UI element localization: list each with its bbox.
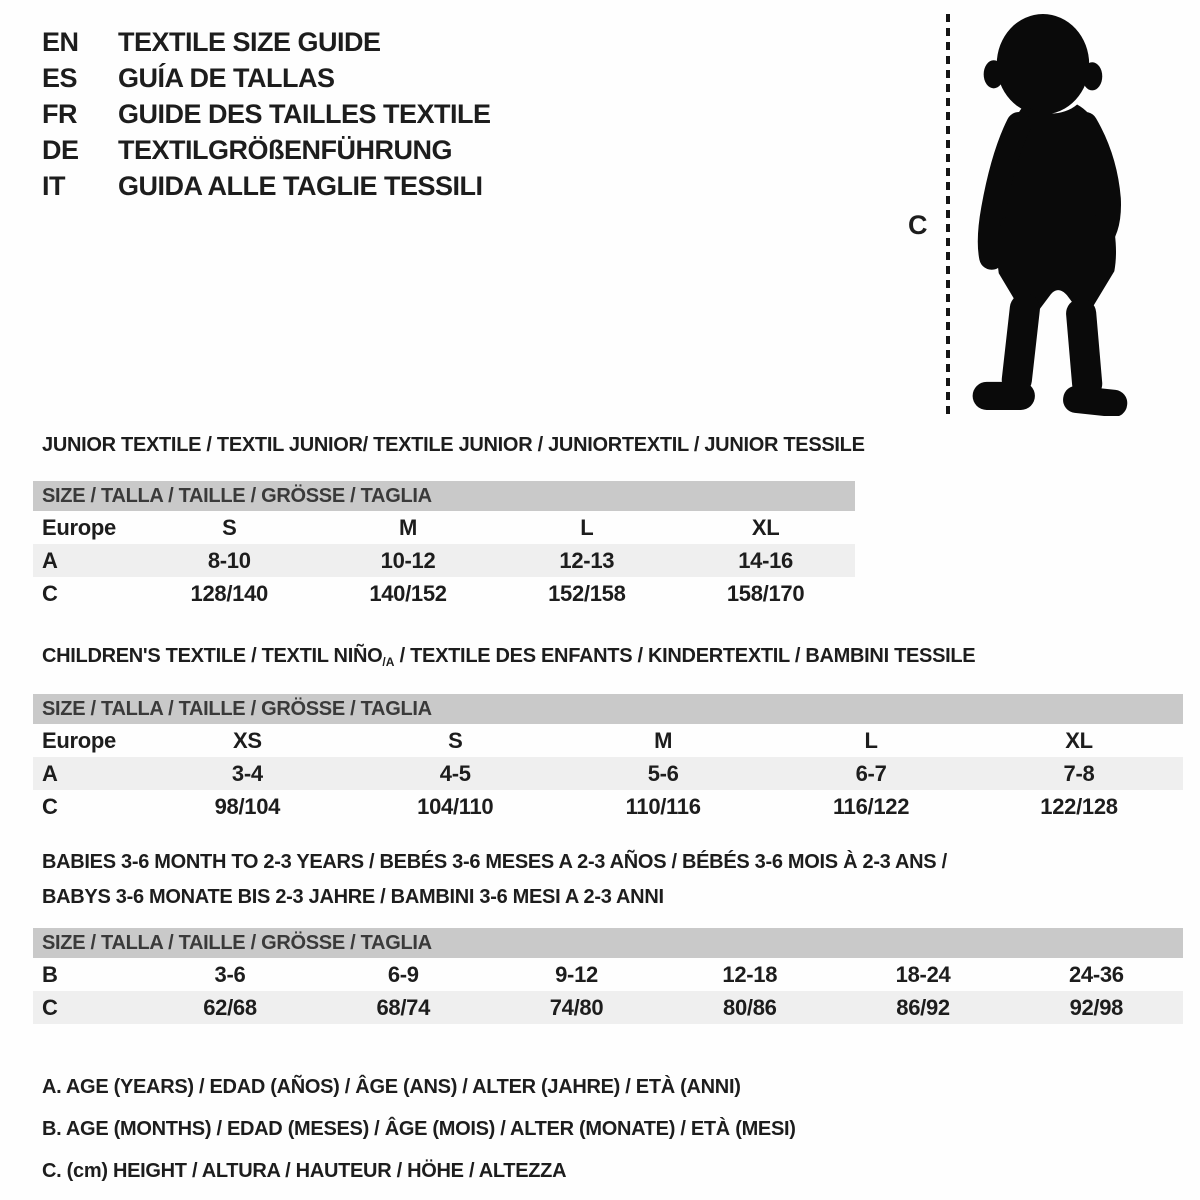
cell-value: 5-6 [559,757,767,790]
cell-value: 6-9 [387,961,419,987]
language-code: IT [42,170,65,201]
babies-textile-section [33,845,1183,1024]
height-measure-dashed-line [946,14,950,416]
row-label: C [33,991,143,1024]
row-label: A [33,544,140,577]
junior-textile-section [33,434,865,610]
column-header: L [864,727,878,753]
cell-value: 98/104 [214,793,281,819]
language-code: EN [42,26,79,57]
column-header: M [399,514,418,540]
guide-title-en: TEXTILE SIZE GUIDE [118,26,381,57]
cell-value: 110/116 [625,793,701,819]
column-header: XL [1065,727,1093,753]
junior-size-table [33,511,855,610]
babies-size-header-bar: SIZE / TALLA / TAILLE / GRÖSSE / TAGLIA [33,928,1183,958]
cell-value: 14-16 [676,544,855,577]
language-code: ES [42,62,78,93]
cell-value: 140/152 [369,580,447,606]
guide-title-fr: GUIDE DES TAILLES TEXTILE [118,98,491,129]
cell-value: 86/92 [836,991,1009,1024]
cell-value: 12-13 [497,544,676,577]
language-code: FR [42,98,77,129]
children-header-row [33,724,1183,757]
cell-value: 3-6 [214,961,246,987]
children-title-text: / TEXTILE DES ENFANTS / KINDERTEXTIL / BAMBINI TESSILE [394,645,976,667]
guide-title-es: GUÍA DE TALLAS [118,62,335,93]
cell-value: 10-12 [319,544,498,577]
region-label: Europe [42,727,116,753]
cell-value: 24-36 [1068,961,1124,987]
children-section-title [42,645,1183,673]
cell-value: 92/98 [1010,991,1183,1024]
junior-row-a [33,544,855,577]
cell-value: 80/86 [663,991,836,1024]
children-row-c [33,790,1183,823]
column-header: M [654,727,673,753]
cell-value: 74/80 [490,991,663,1024]
babies-section-title [42,845,1183,915]
region-label: Europe [42,514,116,540]
cell-value: 18-24 [895,961,951,987]
column-header: XS [232,727,262,753]
row-label: C [42,793,58,819]
column-header: S [222,514,237,540]
guide-title-it: GUIDA ALLE TAGLIE TESSILI [118,170,483,201]
junior-header-row [33,511,855,544]
language-row-it [42,168,491,204]
children-size-header-bar: SIZE / TALLA / TAILLE / GRÖSSE / TAGLIA [33,694,1183,724]
cell-value: 158/170 [726,580,805,606]
babies-row-c [33,991,1183,1024]
children-title-text: CHILDREN'S TEXTILE / TEXTIL NIÑO [42,645,383,667]
language-row-fr [42,96,491,132]
cell-value: 6-7 [767,757,975,790]
cell-value: 12-18 [722,961,778,987]
cell-value: 152/158 [548,580,626,606]
children-textile-section [33,645,1183,823]
junior-row-c [33,577,855,610]
row-label: B [42,961,58,987]
children-size-table [33,724,1183,823]
legend-line-a: A. AGE (YEARS) / EDAD (AÑOS) / ÂGE (ANS) / ALTER (JAHRE) / ETÀ (ANNI) [42,1076,741,1098]
language-code: DE [42,134,79,165]
column-header: L [580,514,594,540]
measurement-legend [42,1066,796,1192]
babies-title-line1: BABIES 3-6 MONTH TO 2-3 YEARS / BEBÉS 3-6 MESES A 2-3 AÑOS / BÉBÉS 3-6 MOIS À 2-3 ANS / [42,851,947,873]
row-label: C [42,580,58,606]
column-header: S [448,727,463,753]
babies-title-line2: BABYS 3-6 MONATE BIS 2-3 JAHRE / BAMBINI 3-6 MESI A 2-3 ANNI [42,886,664,908]
column-header: XL [751,514,780,540]
junior-size-header-bar: SIZE / TALLA / TAILLE / GRÖSSE / TAGLIA [33,481,855,511]
cell-value: 7-8 [975,757,1183,790]
cell-value: 116/122 [832,793,910,819]
legend-line-b: B. AGE (MONTHS) / EDAD (MESES) / ÂGE (MOIS) / ALTER (MONATE) / ETÀ (MESI) [42,1118,796,1140]
cell-value: 128/140 [190,580,268,606]
junior-section-title: JUNIOR TEXTILE / TEXTIL JUNIOR/ TEXTILE JUNIOR / JUNIORTEXTIL / JUNIOR TESSILE [42,434,865,456]
babies-row-b [33,958,1183,991]
toddler-silhouette-icon [962,12,1140,416]
language-row-en [42,24,491,60]
cell-value: 8-10 [140,544,319,577]
language-title-list [42,24,491,204]
row-label: A [33,757,143,790]
cell-value: 104/110 [417,793,494,819]
children-title-sub: /A [382,655,395,669]
cell-value: 122/128 [1040,793,1118,819]
cell-value: 68/74 [317,991,490,1024]
cell-value: 4-5 [351,757,559,790]
babies-size-table [33,958,1183,1024]
cell-value: 62/68 [143,991,316,1024]
cell-value: 9-12 [555,961,598,987]
legend-line-c: C. (cm) HEIGHT / ALTURA / HAUTEUR / HÖHE / ALTEZZA [42,1160,567,1182]
language-row-es [42,60,491,96]
children-row-a [33,757,1183,790]
language-row-de [42,132,491,168]
guide-title-de: TEXTILGRÖßENFÜHRUNG [118,134,452,165]
height-measure-label: C [908,210,928,240]
cell-value: 3-4 [143,757,351,790]
